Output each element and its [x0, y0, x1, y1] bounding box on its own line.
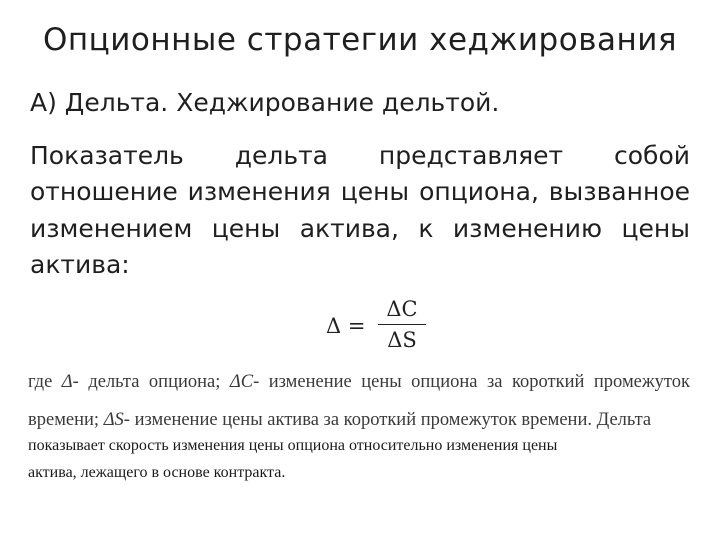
- formula-denominator: ΔS: [387, 328, 417, 352]
- delta-formula: [326, 296, 436, 356]
- formula-legend: [28, 363, 690, 439]
- legend-ds-text: - изменение цены актива за короткий промежуток времени. Дельта: [123, 410, 652, 430]
- legend-delta-text: - дельта опциона;: [72, 372, 221, 392]
- formula-numerator: ΔC: [386, 297, 418, 321]
- slide-title: Опционные стратегии хеджирования: [42, 22, 678, 58]
- legend-ds-symbol: ΔS: [103, 410, 124, 430]
- section-subtitle: А) Дельта. Хеджирование дельтой.: [30, 88, 500, 117]
- explanation-line: показывает скорость изменения цены опциона относительно изменения цены: [28, 437, 558, 454]
- fraction-bar: [378, 324, 426, 325]
- legend-dc-text: - изменение цены опциона за короткий промежуток: [253, 372, 690, 392]
- formula-lhs: Δ =: [326, 314, 366, 338]
- definition-paragraph: Показатель дельта представляет собой отношение изменения цены опциона, вызванное изменением цены актива, к изменению цены актива:: [30, 141, 690, 279]
- legend-delta-symbol: Δ: [61, 372, 73, 392]
- legend-time: времени;: [28, 410, 100, 430]
- delta-explanation: [28, 432, 690, 486]
- legend-dc-symbol: ΔC: [229, 372, 254, 392]
- legend-where: где: [28, 372, 53, 392]
- explanation-line: актива, лежащего в основе контракта.: [28, 464, 286, 481]
- formula-fraction: [378, 296, 426, 353]
